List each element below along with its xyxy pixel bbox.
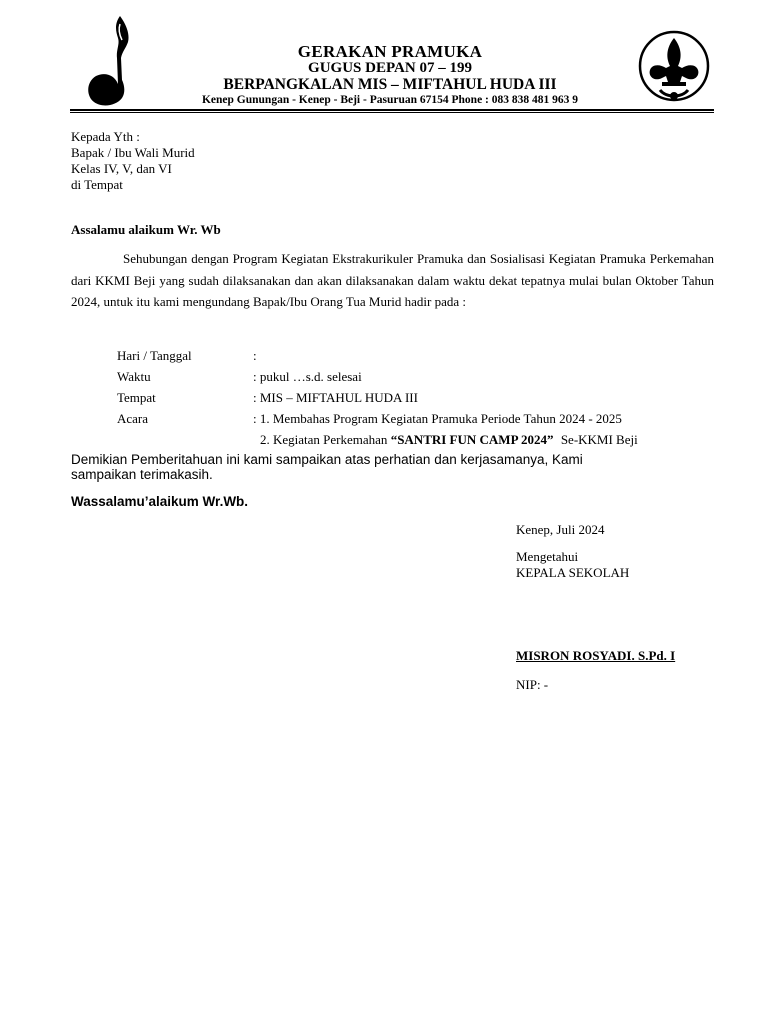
letterhead-gugus: GUGUS DEPAN 07 – 199 — [308, 60, 472, 76]
letterhead-rule-thin — [70, 112, 714, 113]
signature-place-date: Kenep, Juli 2024 — [516, 522, 605, 537]
event-label: Acara — [117, 411, 149, 426]
date-label: Hari / Tanggal — [117, 348, 192, 363]
place-value: : MIS – MIFTAHUL HUDA III — [253, 390, 418, 405]
letterhead — [0, 0, 768, 115]
recipient-line-2: Bapak / Ibu Wali Murid — [71, 145, 195, 160]
time-value: : pukul …s.d. selesai — [253, 369, 362, 384]
signature-acknowledged: Mengetahui — [516, 549, 579, 564]
closing-paragraph-line-2: sampaikan terimakasih. — [71, 467, 213, 482]
letterhead-address: Kenep Gunungan - Kenep - Beji - Pasuruan 67154 Phone : 083 838 481 963 9 — [201, 94, 579, 106]
body-paragraph: Sehubungan dengan Program Kegiatan Ekstrakurikuler Pramuka dan Sosialisasi Kegiatan Pramuka Perkemahan dari KKMI Beji yang sudah dilaksanakan dan akan dilaksanakan dalam waktu dekat tepatnya mulai bulan Oktober Tahun 2024, untuk itu kami mengundang Bapak/Ibu Orang Tua Murid hadir pada : — [71, 251, 714, 309]
event-item-2-suffix: Se-KKMI Beji — [560, 432, 638, 447]
letterhead-base: BERPANGKALAN MIS – MIFTAHUL HUDA III — [223, 76, 557, 93]
signature-position: KEPALA SEKOLAH — [516, 565, 630, 580]
recipient-line-1: Kepada Yth : — [71, 129, 140, 144]
event-item-1: : 1. Membahas Program Kegiatan Pramuka Periode Tahun 2024 - 2025 — [253, 411, 622, 426]
closing-salam: Wassalamu’alaikum Wr.Wb. — [71, 494, 249, 509]
place-label: Tempat — [117, 390, 156, 405]
tunas-kelapa-logo-icon — [84, 14, 140, 110]
date-value: : — [253, 348, 257, 363]
scout-fleur-de-lis-emblem-icon — [636, 28, 712, 108]
closing-paragraph-line-1: Demikian Pemberitahuan ini kami sampaikan atas perhatian dan kerjasamanya, Kami — [71, 452, 583, 467]
event-item-2-camp-name: “SANTRI FUN CAMP 2024” — [390, 432, 554, 447]
letterhead-org: GERAKAN PRAMUKA — [297, 42, 483, 61]
greeting: Assalamu alaikum Wr. Wb — [71, 222, 221, 237]
event-item-2 — [260, 432, 638, 448]
letterhead-rule-thick — [70, 109, 714, 111]
signature-nip: NIP: - — [516, 677, 549, 692]
recipient-line-3: Kelas IV, V, dan VI — [71, 161, 172, 176]
event-item-2-prefix: 2. Kegiatan Perkemahan — [260, 432, 388, 447]
signature-name: MISRON ROSYADI. S.Pd. I — [516, 648, 676, 663]
time-label: Waktu — [117, 369, 151, 384]
recipient-line-4: di Tempat — [71, 177, 123, 192]
